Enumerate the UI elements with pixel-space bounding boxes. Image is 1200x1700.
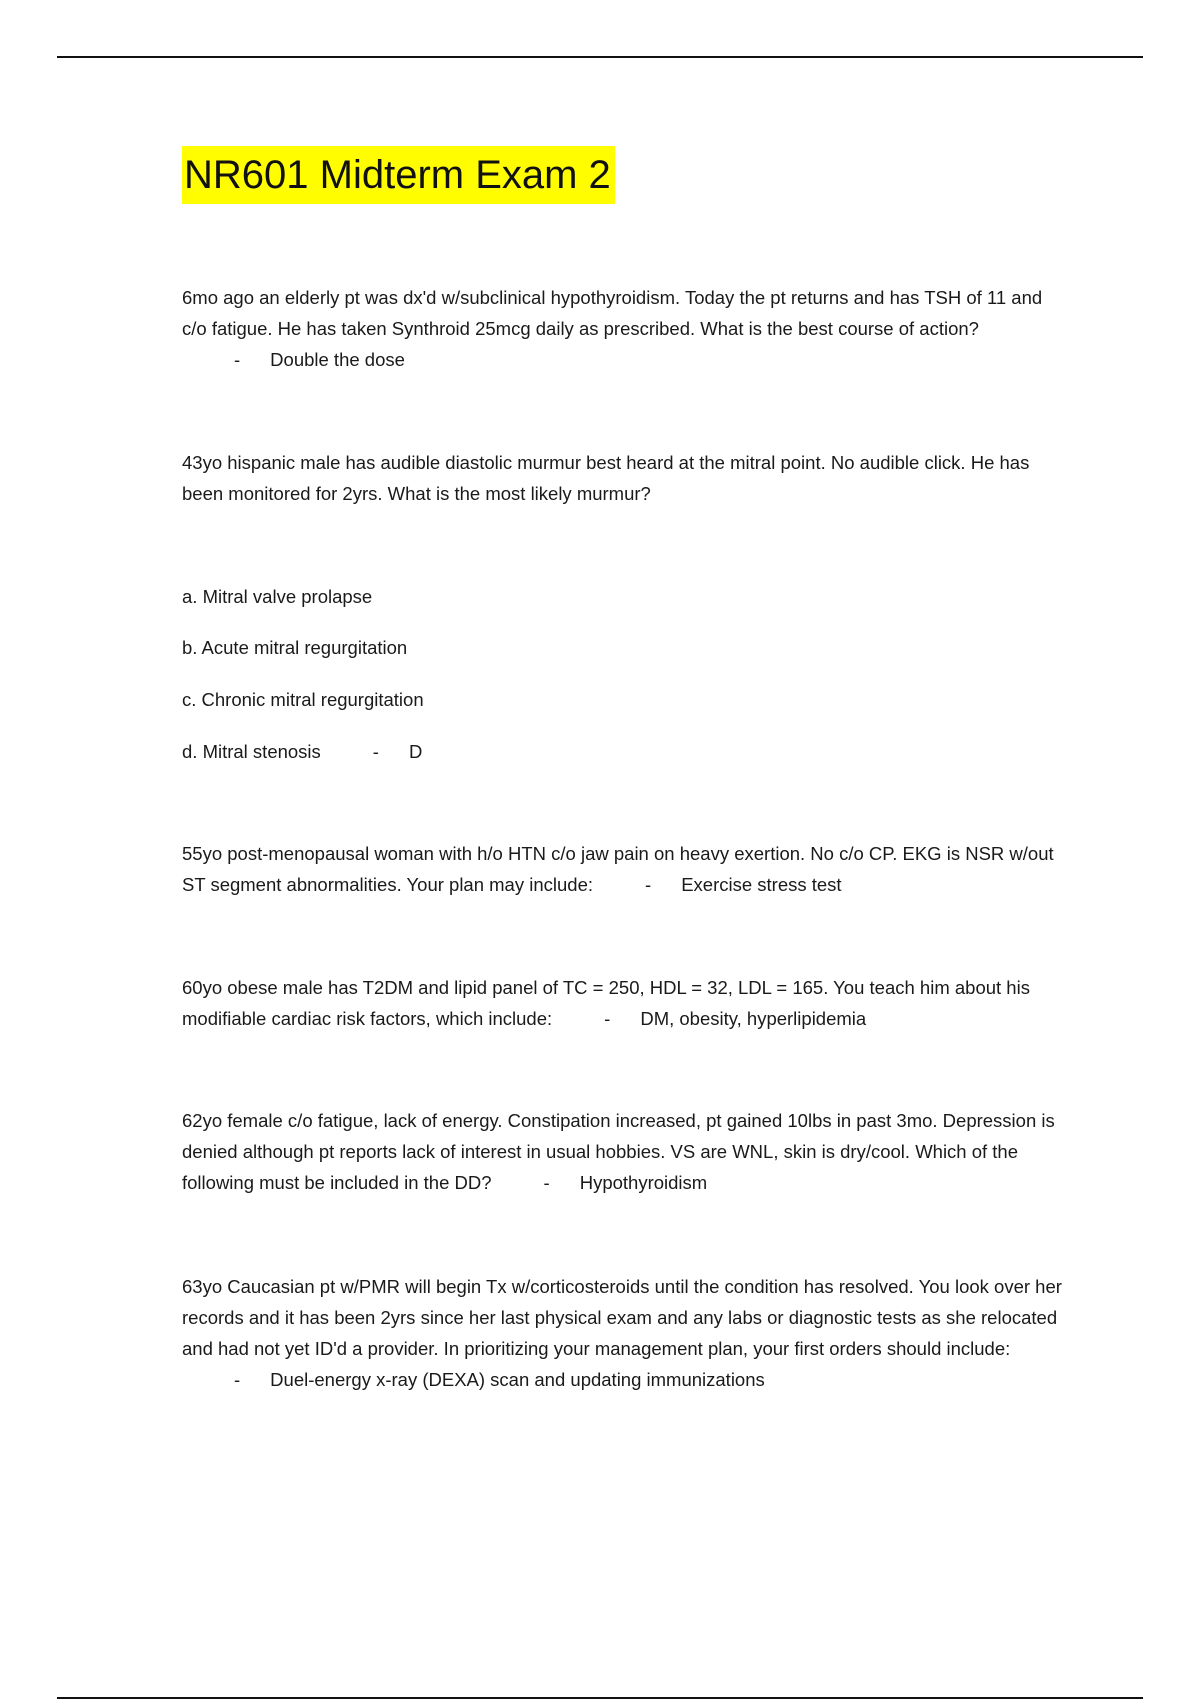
question-3 [182, 838, 1062, 900]
option-text: d. Mitral stenosis [182, 741, 321, 762]
document-title: NR601 Midterm Exam 2 [182, 146, 615, 204]
option-a: a. Mitral valve prolapse [182, 586, 373, 607]
option-c: c. Chronic mitral regurgitation [182, 689, 424, 710]
answer-separator: - [234, 349, 241, 370]
question-text: 55yo post-menopausal woman with h/o HTN c/o jaw pain on heavy exertion. No c/o CP. EKG is NSR w/out ST segment abnormalities. Your plan may include: [182, 843, 1054, 895]
header-rule [57, 56, 1143, 58]
answer-text: Duel-energy x-ray (DEXA) scan and updating immunizations [270, 1369, 765, 1390]
question-2 [182, 447, 1062, 509]
answer-text: DM, obesity, hyperlipidemia [640, 1008, 867, 1029]
option-b: b. Acute mitral regurgitation [182, 637, 408, 658]
question-text: 43yo hispanic male has audible diastolic murmur best heard at the mitral point. No audible click. He has been monitored for 2yrs. What is the most likely murmur? [182, 452, 1030, 504]
question-text: 6mo ago an elderly pt was dx'd w/subclinical hypothyroidism. Today the pt returns and has TSH of 11 and c/o fatigue. He has taken Synthroid 25mcg daily as prescribed. What is the best course of action? [182, 287, 1043, 339]
question-text: 63yo Caucasian pt w/PMR will begin Tx w/corticosteroids until the condition has resolved. You look over her records and it has been 2yrs since her last physical exam and any labs or diagnostic tests as she relocated and had not yet ID'd a provider. In prioritizing your management plan, your first orders should include: [182, 1276, 1062, 1359]
answer-separator: - [543, 1172, 550, 1193]
question-text: 62yo female c/o fatigue, lack of energy. Constipation increased, pt gained 10lbs in past 3mo. Depression is denied although pt reports lack of interest in usual hobbies. VS are WNL, skin is dry/cool. Which of the following must be included in the DD? [182, 1110, 1055, 1193]
answer-text: Exercise stress test [681, 874, 842, 895]
answer-separator: - [372, 741, 379, 762]
answer-separator: - [645, 874, 652, 895]
answer-separator: - [604, 1008, 611, 1029]
answer-separator: - [234, 1369, 241, 1390]
answer-text: Hypothyroidism [579, 1172, 708, 1193]
option-d [182, 736, 422, 767]
question-4 [182, 972, 1062, 1034]
footer-rule [57, 1697, 1143, 1699]
question-1 [182, 282, 1062, 375]
question-5 [182, 1105, 1062, 1198]
question-text: 60yo obese male has T2DM and lipid panel of TC = 250, HDL = 32, LDL = 165. You teach him about his modifiable cardiac risk factors, which include: [182, 977, 1030, 1029]
answer-text: D [408, 741, 423, 762]
answer-text: Double the dose [270, 349, 405, 370]
question-6 [182, 1271, 1062, 1395]
